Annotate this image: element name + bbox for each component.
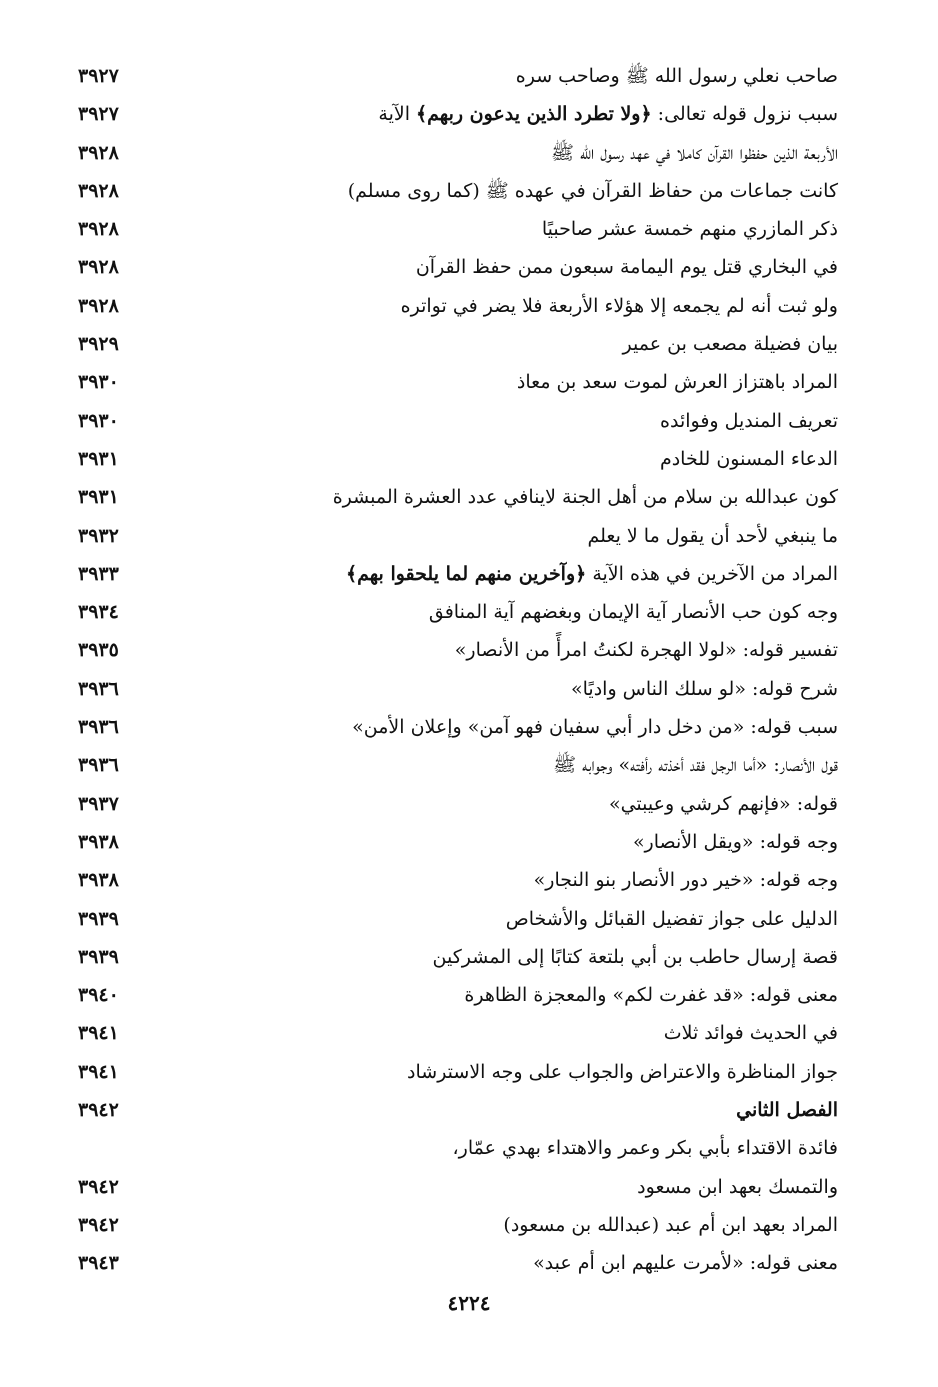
index-entry <box>78 824 838 862</box>
topic-segment: قصة إرسال حاطب بن أبي بلتعة كتابًا إلى المشركين <box>432 945 838 968</box>
topic-segment: المراد من الآخرين في هذه الآية <box>586 562 838 585</box>
topic-segment: تفسير قوله: «لولا الهجرة لكنتُ امرأً من الأنصار» <box>454 639 838 662</box>
entry-topic <box>533 1248 838 1278</box>
index-list <box>78 58 838 1284</box>
entry-topic <box>453 1133 838 1163</box>
entry-topic <box>455 635 838 665</box>
entry-page-number: ٣٩٢٧ <box>78 103 119 126</box>
entry-page-number: ٣٩٢٨ <box>78 218 119 241</box>
index-entry <box>78 403 838 441</box>
entry-page-number: ٣٩٣٨ <box>78 869 119 892</box>
topic-segment: الأربعة الذين حفظوا القرآن كاملا في عهد رسول الله ﷺ <box>550 141 838 164</box>
entry-page-number: ٣٩٤٢ <box>78 1099 119 1122</box>
index-entry <box>78 632 838 670</box>
entry-topic <box>401 291 838 321</box>
topic-segment: ﴿ولا تطرد الذين يدعون ربهم﴾ <box>416 103 652 126</box>
index-entry <box>78 671 838 709</box>
entry-page-number: ٣٩٣٥ <box>78 639 119 662</box>
index-entry <box>78 1207 838 1245</box>
entry-page-number: ٣٩٣٦ <box>78 754 119 777</box>
entry-page-number: ٣٩٣٨ <box>78 830 119 853</box>
topic-segment: ذكر المازري منهم خمسة عشر صاحبيًا <box>541 218 838 241</box>
topic-segment: ما ينبغي لأحد أن يقول ما لا يعلم <box>587 524 838 547</box>
entry-page-number: ٣٩٤٣ <box>78 1252 119 1275</box>
topic-segment: قوله: «فإنهم كرشي وعيبتي» <box>608 792 838 815</box>
topic-segment: معنى قوله: «لأمرت عليهم ابن أم عبد» <box>533 1252 838 1275</box>
entry-page-number: ٣٩٣١ <box>78 447 119 470</box>
entry-topic <box>407 1057 838 1087</box>
index-entry <box>78 1169 838 1207</box>
index-entry <box>78 364 838 402</box>
index-entry <box>78 1245 838 1283</box>
topic-segment: سبب قوله: «من دخل دار أبي سفيان فهو آمن» وإعلان الأمن» <box>352 716 838 739</box>
entry-page-number: ٣٩٢٨ <box>78 141 119 164</box>
topic-segment: الدعاء المسنون للخادم <box>659 447 838 470</box>
entry-topic <box>506 904 838 934</box>
entry-topic <box>534 865 838 895</box>
index-entry <box>78 594 838 632</box>
entry-page-number: ٣٩٣٦ <box>78 716 119 739</box>
entry-page-number: ٣٩٣٧ <box>78 792 119 815</box>
entry-topic <box>464 980 838 1010</box>
topic-segment: كون عبدالله بن سلام من أهل الجنة لاينافي عدد العشرة المبشرة <box>332 486 838 509</box>
entry-page-number: ٣٩٤١ <box>78 1022 119 1045</box>
entry-page-number: ٣٩٣٩ <box>78 945 119 968</box>
topic-segment: الفصل الثاني <box>736 1099 838 1122</box>
entry-topic <box>588 521 839 551</box>
index-entry <box>78 1054 838 1092</box>
entry-page-number: ٣٩٢٧ <box>78 65 119 87</box>
topic-segment: وجه كون حب الأنصار آية الإيمان وبغضهم آية المنافق <box>428 601 838 624</box>
topic-segment: سبب نزول قوله تعالى: <box>651 103 838 126</box>
topic-segment: ﴿وآخرين منهم لما يلحقوا بهم﴾ <box>346 562 587 585</box>
index-entry <box>78 786 838 824</box>
entry-page-number: ٣٩٤١ <box>78 1060 119 1083</box>
topic-segment: صاحب نعلي رسول الله ﷺ وصاحب سره <box>515 65 838 87</box>
topic-segment: جواز المناظرة والاعتراض والجواب على وجه الاسترشاد <box>407 1060 838 1083</box>
entry-page-number: ٣٩٤٠ <box>78 984 119 1007</box>
index-entry <box>78 1015 838 1053</box>
entry-topic <box>416 252 838 282</box>
index-entry <box>78 939 838 977</box>
topic-segment: الدليل على جواز تفضيل القبائل والأشخاص <box>505 907 838 930</box>
entry-page-number: ٣٩٢٩ <box>78 333 119 356</box>
entry-topic <box>333 482 838 512</box>
index-entry <box>78 1130 838 1168</box>
topic-segment: وجه قوله: «خير دور الأنصار بنو النجار» <box>533 869 838 892</box>
index-entry <box>78 135 838 173</box>
entry-page-number: ٣٩٢٨ <box>78 256 119 279</box>
entry-topic <box>352 712 838 742</box>
topic-segment: وجه قوله: «ويقل الأنصار» <box>632 830 838 853</box>
entry-topic <box>609 789 838 819</box>
entry-topic <box>516 61 838 91</box>
index-entry <box>78 249 838 287</box>
entry-topic <box>660 444 838 474</box>
entry-page-number: ٣٩٢٨ <box>78 179 119 202</box>
index-entry <box>78 709 838 747</box>
entry-page-number: ٣٩٣٩ <box>78 907 119 930</box>
entry-page-number: ٣٩٤٢ <box>78 1213 119 1236</box>
index-entry <box>78 211 838 249</box>
entry-topic <box>571 674 838 704</box>
topic-segment: معنى قوله: «قد غفرت لكم» والمعجزة الظاهرة <box>464 984 838 1007</box>
topic-segment: الآية <box>378 103 417 126</box>
index-entry <box>78 479 838 517</box>
entry-page-number: ٣٩٣٠ <box>78 371 119 394</box>
entry-topic <box>346 559 838 589</box>
page-number: ٤٢٢٤ <box>447 1291 491 1315</box>
topic-segment: المراد بعهد ابن أم عبد (عبدالله بن مسعود) <box>503 1213 838 1236</box>
entry-topic <box>637 1172 838 1202</box>
entry-topic <box>503 1210 838 1240</box>
entry-topic <box>551 138 838 168</box>
topic-segment: فائدة الاقتداء بأبي بكر وعمر والاهتداء بهدي عمّار، <box>452 1137 838 1160</box>
entry-page-number: ٣٩٢٨ <box>78 294 119 317</box>
topic-segment: والتمسك بعهد ابن مسعود <box>637 1175 838 1198</box>
topic-segment: المراد باهتزاز العرش لموت سعد بن معاذ <box>516 371 838 394</box>
index-entry <box>78 173 838 211</box>
topic-segment: في الحديث فوائد ثلاث <box>663 1022 838 1045</box>
entry-topic <box>664 1018 838 1048</box>
index-entry <box>78 862 838 900</box>
entry-topic <box>348 176 838 206</box>
index-entry <box>78 96 838 134</box>
entry-page-number: ٣٩٣٢ <box>78 524 119 547</box>
entry-page-number: ٣٩٤٢ <box>78 1175 119 1198</box>
entry-topic <box>623 329 838 359</box>
topic-segment: تعريف المنديل وفوائده <box>660 409 838 432</box>
topic-segment: في البخاري قتل يوم اليمامة سبعون ممن حفظ القرآن <box>415 256 838 279</box>
index-entry <box>78 58 838 96</box>
entry-topic <box>633 827 838 857</box>
topic-segment: كانت جماعات من حفاظ القرآن في عهده ﷺ (كما روى مسلم) <box>347 179 838 202</box>
entry-page-number: ٣٩٣٠ <box>78 409 119 432</box>
index-entry <box>78 1092 838 1130</box>
index-entry <box>78 901 838 939</box>
entry-page-number: ٣٩٣٤ <box>78 601 119 624</box>
entry-page-number: ٣٩٣١ <box>78 486 119 509</box>
entry-topic <box>660 406 838 436</box>
entry-topic <box>517 367 838 397</box>
topic-segment: شرح قوله: «لو سلك الناس واديًا» <box>571 677 838 700</box>
index-entry <box>78 747 838 785</box>
topic-segment: قول الأنصار: «أما الرجل فقد أخذته رأفته» وجوابه ﷺ <box>553 754 838 777</box>
topic-segment: ولو ثبت أنه لم يجمعه إلا هؤلاء الأربعة فلا يضر في تواتره <box>400 294 838 317</box>
topic-segment: بيان فضيلة مصعب بن عمير <box>622 333 838 356</box>
entry-topic <box>553 750 838 780</box>
index-entry <box>78 441 838 479</box>
entry-page-number: ٣٩٣٦ <box>78 677 119 700</box>
entry-topic <box>433 942 838 972</box>
index-entry <box>78 977 838 1015</box>
index-entry <box>78 556 838 594</box>
entry-topic <box>429 597 838 627</box>
index-entry <box>78 288 838 326</box>
entry-topic <box>542 214 838 244</box>
section-heading <box>736 1095 838 1125</box>
entry-page-number: ٣٩٣٣ <box>78 562 119 585</box>
index-entry <box>78 326 838 364</box>
entry-topic <box>378 99 838 129</box>
index-entry <box>78 518 838 556</box>
